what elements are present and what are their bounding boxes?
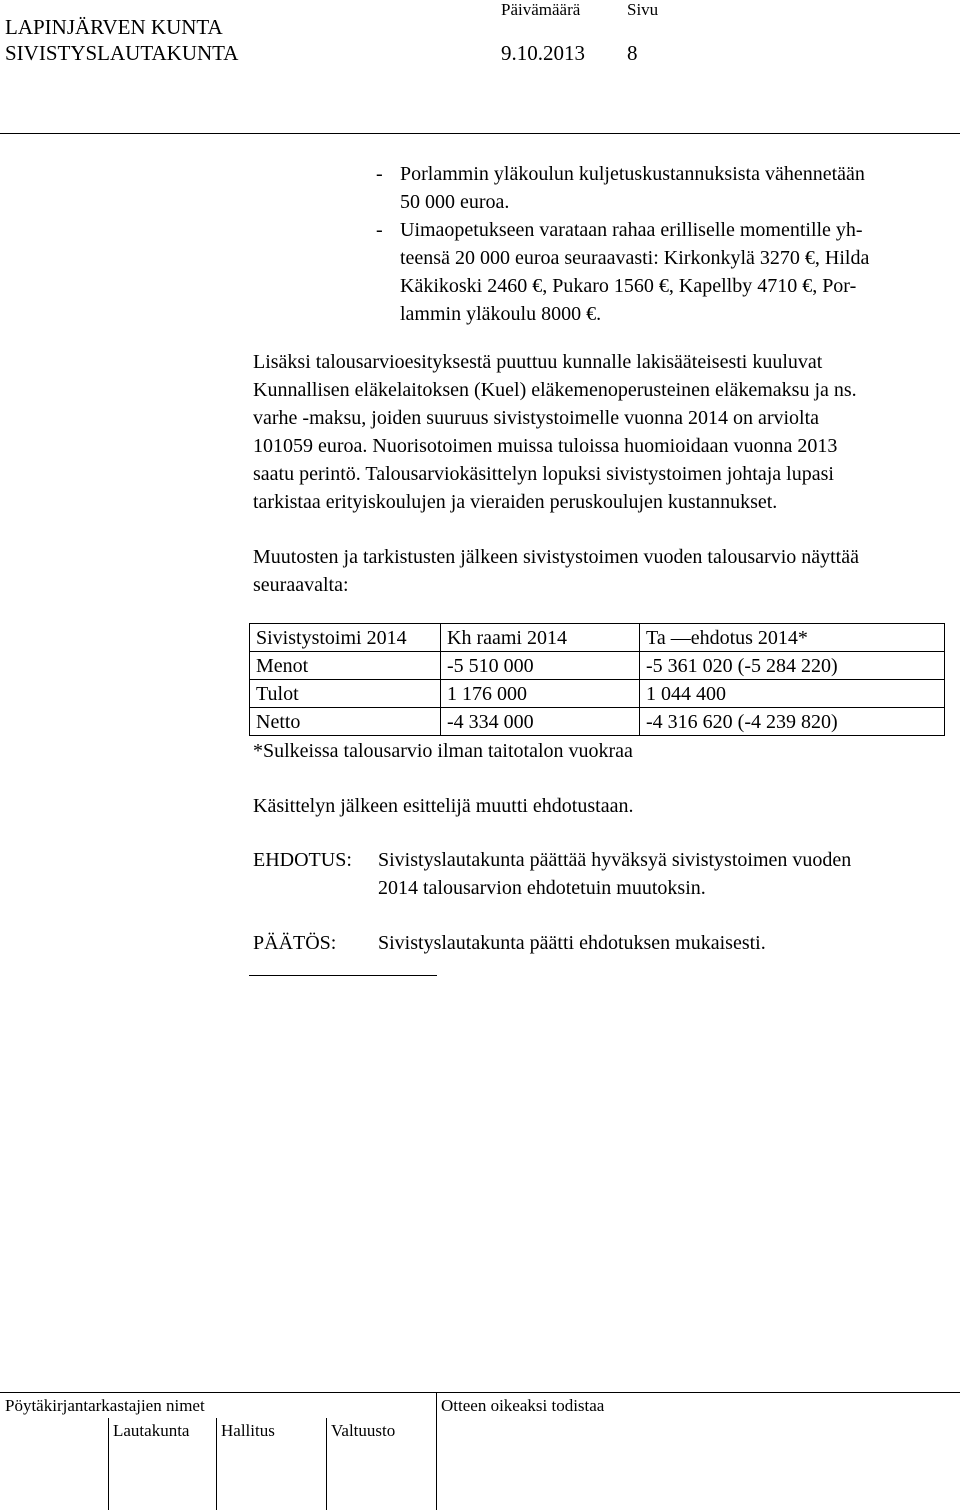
table-row (250, 680, 945, 708)
board-name: SIVISTYSLAUTAKUNTA (5, 41, 239, 65)
footer-divider (0, 1392, 960, 1393)
signature-line (249, 975, 437, 976)
table-cell: -4 334 000 (441, 708, 640, 736)
proposal-text: Sivistyslautakunta päättää hyväksyä sivistystoimen vuoden 2014 talousarvion ehdotetuin muutoksin. (378, 849, 852, 899)
list-dash: - (376, 219, 383, 241)
decision-label: PÄÄTÖS: (253, 932, 337, 954)
footer-cell-divider (216, 1418, 217, 1510)
table-header-cell: Kh raami 2014 (441, 624, 640, 652)
table-cell: -5 361 020 (-5 284 220) (640, 652, 945, 680)
budget-intro-paragraph: Muutosten ja tarkistusten jälkeen sivistystoimen vuoden talousarvio näyttää seuraavalta: (253, 546, 859, 596)
change-list (376, 160, 936, 328)
footer-column-divider (436, 1392, 437, 1510)
header-divider (0, 133, 960, 134)
table-cell: Netto (250, 708, 441, 736)
org-name: LAPINJÄRVEN KUNTA (5, 15, 223, 39)
table-header-cell: Ta —ehdotus 2014* (640, 624, 945, 652)
footer-hallitus: Hallitus (221, 1421, 275, 1440)
table-header-row (250, 624, 945, 652)
list-item (376, 160, 936, 216)
budget-table (249, 623, 945, 736)
table-footnote: *Sulkeissa talousarvio ilman taitotalon vuokraa (253, 740, 633, 762)
pension-paragraph: Lisäksi talousarvioesityksestä puuttuu kunnalle lakisääteisesti kuuluvat Kunnallisen eläkelaitoksen (Kuel) eläkemenoperusteinen eläkemaksu ja ns. varhe -maksu, joiden suuruus sivistystoimelle vuonna 2014 on arviolta 101059 euroa. Nuorisotoimen muissa tuloissa huomioidaan vuonna 2013 saatu perintö. Talousarviokäsittelyn lopuksi sivistystoimen johtaja lupasi tarkistaa erityiskoulujen ja vieraiden peruskoulujen kustannukset. (253, 351, 857, 513)
processing-note: Käsittelyn jälkeen esittelijä muutti ehdotustaan. (253, 795, 634, 817)
footer-cell-divider (326, 1418, 327, 1510)
table-cell: 1 044 400 (640, 680, 945, 708)
certified-label: Otteen oikeaksi todistaa (441, 1396, 605, 1415)
footer-valtuusto: Valtuusto (331, 1421, 396, 1440)
list-item (376, 216, 936, 328)
decision-text: Sivistyslautakunta päätti ehdotuksen mukaisesti. (378, 932, 766, 954)
footer-cell-divider (108, 1418, 109, 1510)
date-label: Päivämäärä (501, 0, 581, 19)
table-cell: 1 176 000 (441, 680, 640, 708)
table-row (250, 708, 945, 736)
verifiers-label: Pöytäkirjantarkastajien nimet (5, 1396, 205, 1415)
table-row (250, 652, 945, 680)
proposal-label: EHDOTUS: (253, 849, 352, 871)
table-header-cell: Sivistystoimi 2014 (250, 624, 441, 652)
table-cell: Tulot (250, 680, 441, 708)
list-item-text: Porlammin yläkoulun kuljetuskustannuksista vähennetään 50 000 euroa. (400, 163, 865, 213)
table-cell: -4 316 620 (-4 239 820) (640, 708, 945, 736)
footer-lautakunta: Lautakunta (113, 1421, 190, 1440)
page-number: 8 (627, 41, 638, 65)
table-cell: Menot (250, 652, 441, 680)
page-label: Sivu (627, 0, 659, 19)
list-item-text: Uimaopetukseen varataan rahaa erilliselle momentille yh- teensä 20 000 euroa seuraavasti: Kirkonkylä 3270 €, Hilda Käkikoski 2460 €, Pukaro 1560 €, Kapellby 4710 €, Por- lammin yläkoulu 8000 €. (400, 219, 870, 325)
list-dash: - (376, 163, 383, 185)
document-date: 9.10.2013 (501, 41, 585, 65)
table-cell: -5 510 000 (441, 652, 640, 680)
